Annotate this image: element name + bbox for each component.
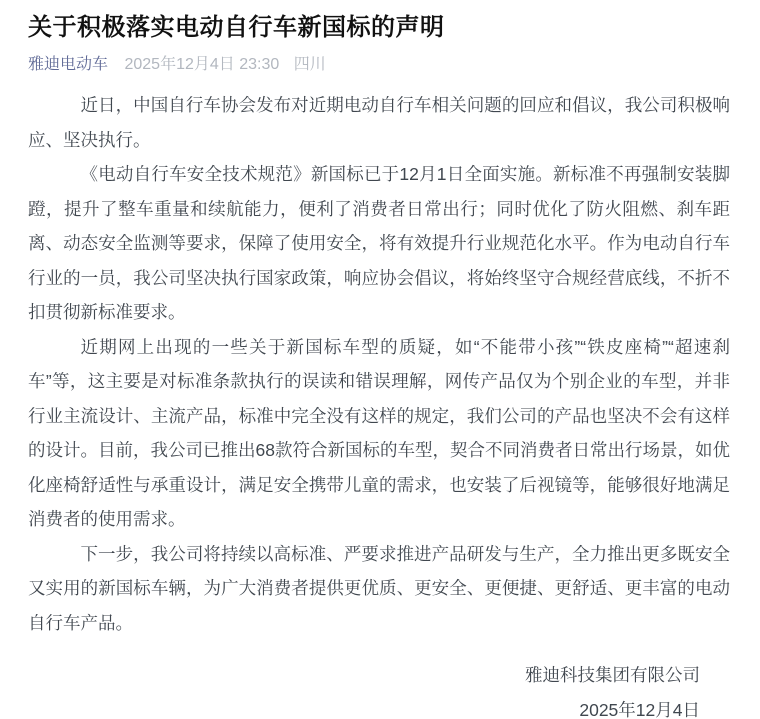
publish-datetime: 2025年12月4日 23:30 [124, 56, 280, 73]
signature-company: 雅迪科技集团有限公司 [525, 665, 700, 685]
article-paragraph-4: 下一步，我公司将持续以高标准、严要求推进产品研发与生产，全力推出更多既安全又实用的新国标车辆，为广大消费者提供更优质、更安全、更便捷、更舒适、更丰富的电动自行车产品。 [28, 543, 730, 633]
article-paragraph-2: 《电动自行车安全技术规范》新国标已于12月1日全面实施。新标准不再强制安装脚蹬，提升了整车重量和续航能力，便利了消费者日常出行；同时优化了防火阻燃、刹车距离、动态安全监测等要求，保障了使用安全，将有效提升行业规范化水平。作为电动自行车行业的一员，我公司坚决执行国家政策，响应协会倡议，将始终坚守合规经营底线，不折不扣贯彻新标准要求。 [28, 164, 730, 322]
author-link[interactable]: 雅迪电动车 [28, 56, 109, 73]
article-paragraph-1: 近日，中国自行车协会发布对近期电动自行车相关问题的回应和倡议，我公司积极响应、坚决执行。 [28, 95, 730, 150]
signature-date: 2025年12月4日 [579, 699, 700, 719]
page-title: 关于积极落实电动自行车新国标的声明 [28, 14, 445, 41]
article-meta [28, 55, 730, 75]
signature-block [28, 658, 730, 719]
article-paragraph-3: 近期网上出现的一些关于新国标车型的质疑，如“不能带小孩”“铁皮座椅”“超速刹车”等，这主要是对标准条款执行的误读和错误理解，网传产品仅为个别企业的车型，并非行业主流设计、主流产品，标准中完全没有这样的规定，我们公司的产品也坚决不会有这样的设计。目前，我公司已推出68款符合新国标的车型，契合不同消费者日常出行场景，如优化座椅舒适性与承重设计，满足安全携带儿童的需求，也安装了后视镜等，能够很好地满足消费者的使用需求。 [28, 336, 730, 529]
article-body [28, 88, 730, 640]
publish-location: 四川 [293, 56, 326, 73]
